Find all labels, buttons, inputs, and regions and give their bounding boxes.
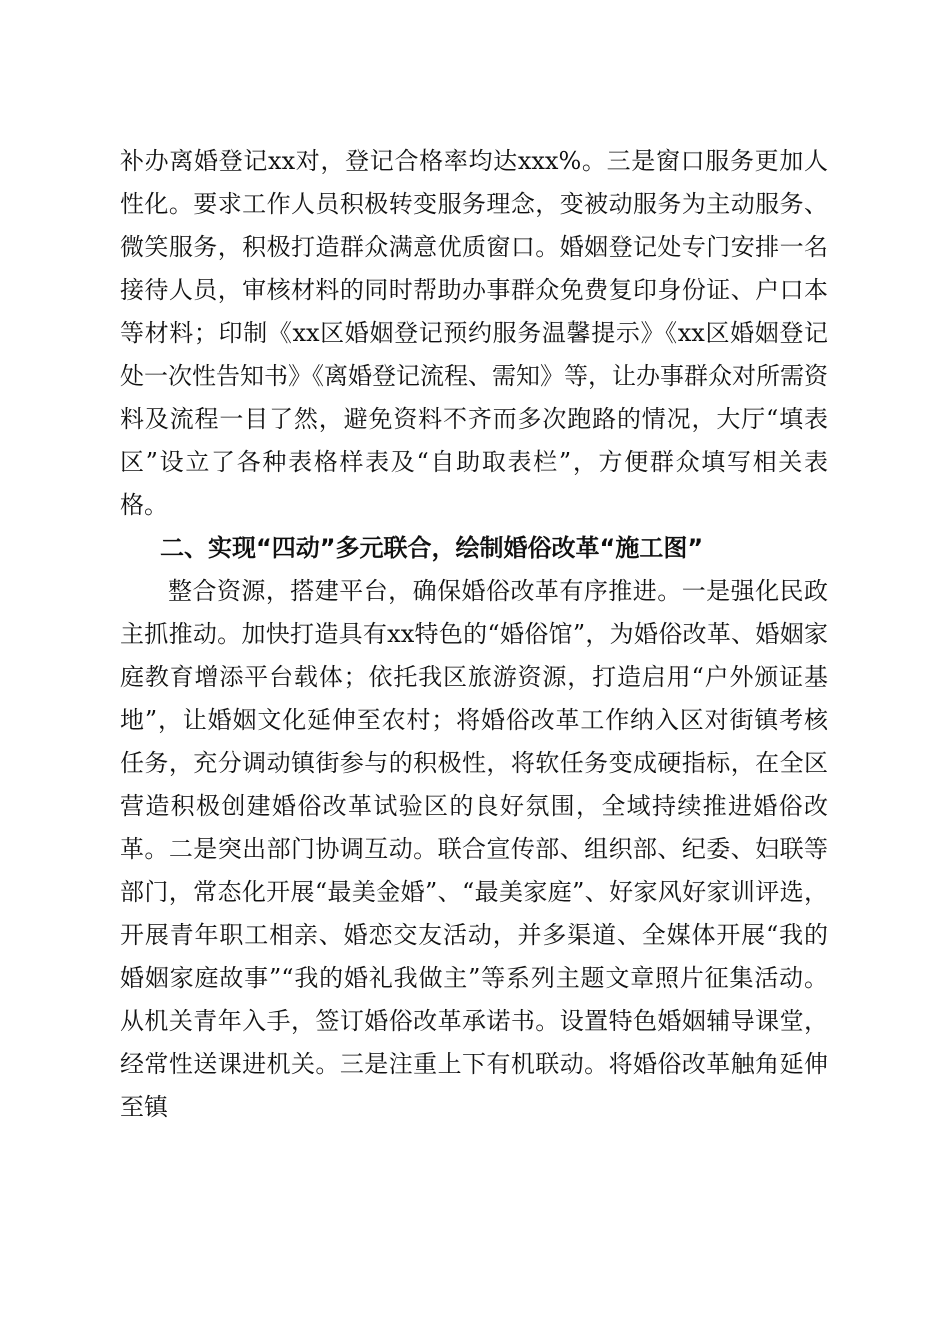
section-heading: 二、实现“四动”多元联合，绘制婚俗改革“施工图” bbox=[160, 534, 704, 562]
document-body bbox=[120, 140, 828, 1129]
continued-paragraph: 补办离婚登记xx对，登记合格率均达xxx%。三是窗口服务更加人性化。要求工作人员积极转变服务理念，变被动服务为主动服务、微笑服务，积极打造群众满意优质窗口。婚姻登记处专门安排一名接待人员，审核材料的同时帮助办事群众免费复印身份证、户口本等材料；印制《xx区婚姻登记预约服务温馨提示》《xx区婚姻登记处一次性告知书》《离婚登记流程、需知》等，让办事群众对所需资料及流程一目了然，避免资料不齐而多次跑路的情况，大厅“填表区”设立了各种表格样表及“自助取表栏”，方便群众填写相关表格。 bbox=[120, 147, 828, 519]
section-paragraph: 整合资源，搭建平台，确保婚俗改革有序推进。一是强化民政主抓推动。加快打造具有xx特色的“婚俗馆”，为婚俗改革、婚姻家庭教育增添平台载体；依托我区旅游资源，打造启用“户外颁证基地”，让婚姻文化延伸至农村；将婚俗改革工作纳入区对街镇考核任务，充分调动镇街参与的积极性，将软任务变成硬指标，在全区营造积极创建婚俗改革试验区的良好氛围，全域持续推进婚俗改革。二是突出部门协调互动。联合宣传部、组织部、纪委、妇联等部门，常态化开展“最美金婚”、“最美家庭”、好家风好家训评选，开展青年职工相亲、婚恋交友活动，并多渠道、全媒体开展“我的婚姻家庭故事”“我的婚礼我做主”等系列主题文章照片征集活动。从机关青年入手，签订婚俗改革承诺书。设置特色婚姻辅导课堂，经常性送课进机关。三是注重上下有机联动。将婚俗改革触角延伸至镇 bbox=[120, 577, 828, 1121]
